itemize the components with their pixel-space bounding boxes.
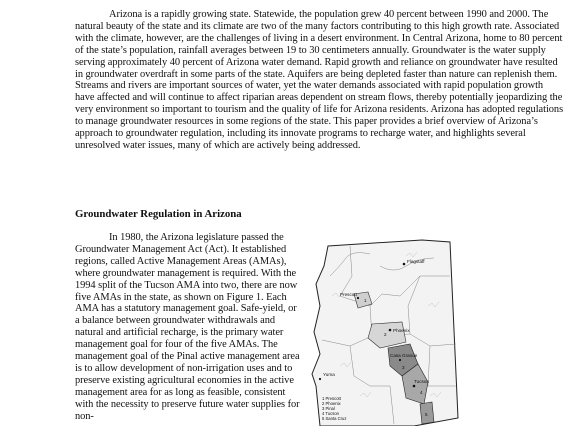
label-tucson: Tucson [414, 379, 429, 384]
section-paragraph: In 1980, the Arizona legislature passed the Groundwater Management Act (Act). It established regions, called Active Management Areas (AMAs), where groundwater management is required. With the 1994 split of the Tucson AMA into two, there are now five AMAs in the state, as shown on Figure 1. Each AMA has a statutory management goal. Safe-yield, or a balance between groundwater withdrawals and natural and artificial recharge, is the primary water management goal for four of the five AMAs. The management goal of the Pinal active management area is to allow development of non-irrigation uses and to preserve existing agricultural economies in the active management area for as long as feasible, consistent with the necessity to preserve future water supplies for non- [75, 232, 300, 422]
arizona-ama-map [310, 236, 460, 426]
ama-number-4: 4 [420, 390, 423, 395]
legend-item-2: 2 Phoenix [322, 401, 341, 406]
ama-number-1: 1 [364, 298, 367, 303]
legend-item-3: 3 Pinal [322, 406, 335, 411]
intro-paragraph: Arizona is a rapidly growing state. Statewide, the population grew 40 percent between 1990 and 2000. The natural beauty of the state and its climate are two of the many factors contributing to this high growth rate. Associated with the climate, however, are the challenges of living in a desert environment. In Central Arizona, home to 80 percent of the state’s population, rainfall averages between 19 to 30 centimeters annually. Groundwater is the water supply serving approximately 40 percent of Arizona water demand. Rapid growth and reliance on groundwater have resulted in groundwater overdraft in some parts of the state. Aquifers are being depleted faster than nature can replenish them. Streams and rivers are important sources of water, yet the water demands associated with rapid population growth have affected and will continue to affect riparian areas dependent on stream flows, thereby potentially jeopardizing the very environment so important to tourism and the quality of life for Arizona residents. Arizona has adopted regulations to manage groundwater resources in some regions of the state. This paper provides a brief overview of Arizona’s approach to groundwater regulation, including its innovate programs to recharge water, and highlights several unresolved water issues, many of which are actively being addressed. [75, 9, 564, 151]
arizona-map-svg [310, 236, 460, 426]
ama-number-3: 3 [402, 365, 405, 370]
label-yuma: Yuma [323, 372, 335, 377]
label-flagstaff: Flagstaff [407, 259, 425, 264]
section-heading: Groundwater Regulation in Arizona [75, 208, 242, 220]
label-casa-grande: Casa Grande [390, 353, 418, 358]
label-phoenix: Phoenix [393, 328, 410, 333]
label-prescott: Prescott [340, 292, 357, 297]
legend-item-5: 5 Santa Cruz [322, 416, 347, 421]
ama-number-2: 2 [384, 332, 387, 337]
legend-item-1: 1 Prescott [322, 396, 341, 401]
legend-item-4: 4 Tucson [322, 411, 339, 416]
ama-number-5: 5 [425, 412, 428, 417]
